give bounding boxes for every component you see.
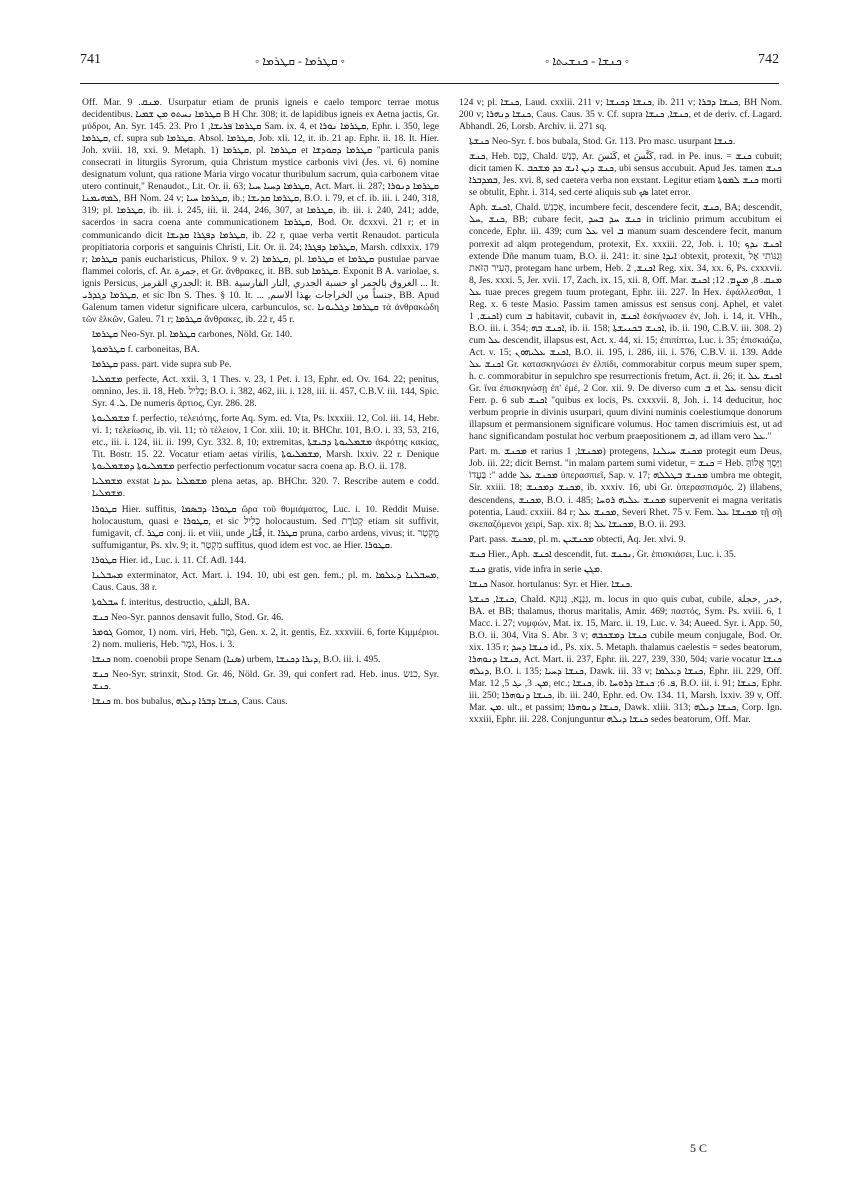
entry-paragraph: ܟܢܫܐ Nasor. hortulanus: Syr. et Hier. ܟܢܫܐ. [469, 578, 633, 590]
entry-paragraph: Part. pass. ܡܟܢܫ, pl. m. ܡܟܢܫܝܢ obtecti, Aq. Jer. xlvi. 9. [469, 533, 686, 545]
entry-paragraph: ܩܛܪܡܐ pass. part. vide supra sub Pe. [92, 358, 232, 370]
entry-paragraph: 124 v; pl. ܟܢܫܐ, Laud. cxxiii. 211 v; ܟܢܫܐ ܕܟܢܫܐ, ib. 211 v; ܟܢܫܐ ܕܒܪܐ, BH Nom. 200 v; ܟܢܫܐ ܕܢܗܪܐ, Caus. Caus. 35 v. Cf. supra ܟܢܫܐ, ܟܢܫܐ, et de deriv. cf. Lagard. Abhandl. 26, Lorsb. Archiv. ii. 271 sq. [459, 97, 782, 133]
entry-paragraph: ܩܛܪܡܘܬܐ f. carboneitas, BA. [92, 343, 200, 355]
entry-paragraph: ܡܫܡܠܝܘܬܐ f. perfectio, τελειότης, forte Aq. Sym. ed. Vta, Ps. lxxxiii. 12, Col. iii. 14, Hebr. vi. 1; τελείωσις, ib. vii. 11; τὸ τέλειον, 1 Cor. xiii. 10; it. BHChr. 101, B.O. i. 33, 53, 216, etc., iii. i. 124, iii. ii. 199, Cyr. 332. 8, 10; extremitas, ܡܫܡܠܝܘܬܐ ܕܒܝܫܬܐ ἀκρότης κακίας, Tit. Bostr. 15. 22. Vocatur etiam aetas virilis, ܡܫܡܠܝܘܬܐ, Marsh. lxxiv. 22 r. Denique ܡܫܡܠܝܘܬܐ ܕܡܫܡܠܝܘܬܐ perfectio perfectionum vocatur sacra coena ap. B.O. ii. 178. [92, 413, 439, 473]
entry-paragraph: ܟܢܫܬܐ Neo-Syr. f. bos bubala, Stod. Gr. 113. Pro masc. usurpant ܟܢܫܐ. [469, 136, 736, 148]
entry-paragraph: ܩܛܘܪܐ Hier. suffitus, ܩܛܘܪܐ ܕܒܣܡܐ ὥρα τοῦ θυμιάματος, Luc. i. 10. Reddit Muise. holocaustum, quasi e ܩܛܘܪܐ, et sic כָּלִיל holocaustum. Sed קְטֹרֶת etiam sit suffivit, fumigavit, cf. ܩܛܪ conj. ii. et viii, unde قُتَار, it. ܩܛܪܐ pruna, carbo ardens, vivus; it. מֻקְטָר suffumigantur, Ps. xlv. 9; it. מִקְטָר suffitus, quod idem est voc. ae Hier. ܩܛܘܪܐ. [92, 503, 439, 551]
entry-paragraph: ܡܚܒܠܢܐ exterminator, Act. Mart. i. 194. 10, ubi est gen. fem.; pl. m. ܡܚܒܠܢܐ ܕܥܠܡܐ, Caus. Caus. 38 r. [92, 569, 439, 593]
page-number-right: 742 [758, 52, 779, 67]
entry-paragraph: ܟܢܫܐ m. bos bubalus, ܟܢܫܐ ܕܒܪܐ ܕܝܠܗ, Caus. Caus. [92, 696, 288, 708]
entry-paragraph: ܟܢܫܐ nom. coenobii prope Senam (ܣܢܐ) urbem, ܕܝܪܐ ܕܟܢܫܐ, B.O. iii. i. 495. [92, 654, 381, 666]
left-column [82, 97, 439, 1162]
entry-paragraph: ܡܫܡܠܝܐ perfecte, Act. xxii. 3, 1 Thes. v. 23, 1 Pet. i. 13, Ephr. ed. Ov. 164. 22; penitus, omnino, Jes. ii. 18, Heb. כָּלִיל; B.O. i. 382, 462, iii. i. 128, iii. ii. 457, C.B.V. iii. 144, Spic. Syr. ܠ. 4. De numeris ἄρτιος, Cyr. 286. 28. [92, 374, 439, 410]
entry-paragraph: Part. m. ܡܟܢܫ et rarius ܡܟܢܫܐ, 1) protegens, ܡܟܢܫ ܚܝܠܢܐ protegit eum Deus, Job. iii. 22; dicit Bernst. "in malam partem sumi videtur, = ܟܢܫ = Heb. וַיָּסֶךְ אֱלוֹהַּ בַּעֲדוֹ :" adde ܡܟܢܫ ܥܠ ὑπερασπιεῖ, Sap. v. 17; ܡܟܢܫ ܒܛܠܠܗ umbra me obtegit, Sir. xxiii. 18; ܡܟܢܫ ܕܡܟܢܫ, ib. xxxiv. 16, ubi Gr. ὑπερασπισμός. 2) illabens, descendens, ܡܟܢܫ, B.O. i. 485; ܡܟܢܫ ܥܠܝܗ ܪܘܚܐ supervenit ei magna veritatis potentia, Laud. cxxiii. 84 r; ܡܟܢܫ ܥܠ, Severi Rhet. 75 v. Fem. ܡܟܢܫܐ ܥܠ τῇ σῇ σκεπαζόμενοι χειρί, Sap. xix. 8; ܡܟܢܫܐ ܥܠ, B.O. ii. 293. [469, 446, 782, 530]
signature-mark: 5 C [690, 1141, 708, 1155]
entry-paragraph: ܡܫܡܠܝܐ exstat ܡܫܡܠܝܐ ܥܕܢܐ plena aetas, ap. BHChr. 320. 7. Rescribe autem e codd. ܡܫܡܠܝܐ. [92, 476, 439, 500]
entry-paragraph: ܩܛܘܪܐ Hier. id., Luc. i. 11. Cf. Adl. 144. [92, 554, 247, 566]
running-head-right: ◦ ܟܢܫܐ - ܟܢܫܝܬܐ ◦ [545, 54, 630, 68]
page-header [80, 52, 779, 76]
entry-paragraph: ܟܢܫ Hier., Aph. ܐܟܢܫ descendit, fut. ܢܟܢܫ, Gr. ἐπισκιάσει, Luc. i. 35. [469, 548, 737, 560]
page-number-left: 741 [80, 52, 101, 67]
entry-paragraph: ܟܢܫ Neo-Syr. pannos densavit fullo, Stod. Gr. 46. [92, 611, 284, 623]
entry-paragraph: ܓܘܡܪ Gomor, 1) nom. viri, Heb. גֹּמֶר, Gen. x. 2, it. gentis, Ez. xxxviii. 6, forte Κιμμέριοι. 2) nom. mulieris, Heb. גֹּמֶר, Hos. i. 3. [92, 626, 439, 650]
entry-paragraph: Aph. ܐܟܢܫ, Chald. אַכְנֵשׁ, incumbere fecit, descendere fecit, ܟܢܫ, BA; descendit, ܟܢܫ ,ܚܠ, BB; cubare fecit, ܟܢܫ ܚܕ ܒܚܕ in triclinio primum accubitum ei concede, Ephr. iii. 439; cum ܥܠ vel ܒ manum suam descendere fecit, manum porrexit ad alqm protegendum, protexit, Ex. xxxiii. 22, Job. i. 10; ܐܟܢܫ ܝܕܟ extende Dñe manum tuam, B.O. ii. 241: it. sine ܐܝܕܐ obtexit, protexit, וְגַנּוֹתִי אֶל הָעִיר הַזֹּאת, protegam hanc urbem, Heb. ܐܟܢܫ, 2 Reg. xix. 34, xx. 6, Ps. cxxxvii. 8, Jes. xxxi. 5, Jer. xvii. 17, Zach. ix. 15, xii. 8, Off. Mar. ܡܢܩ. 8, ܡܨܡ. 12; ܐܟܢܫ ܥܠ tuae preces gregem tuum protegant, Ephr. iii. 227. In Hex. ἐφάλλεσθαι, 1 Reg. x. 6 teste Masio. Passim tamen amissus est sensus conj. Aphel, et valet ܐܟܢܫ, 1) cum ܒ habitavit, cubavit in, ܐܟܢܫ ἐσκήνωσεν ἐν, Joh. i. 14, it. VHh., B.O. iii. i. 354; ܐܟܢܫ ܒܗ, ib. ii. 158; ܐܟܢܫ ܒܟܢܝܫܬܐ, ib. ii. 190, C.B.V. iii. 308. 2) cum ܥܠ descendit, illapsus est, Act. x. 44, xi. 15; ἐπιπίπτω, Luc. i. 35; ἐπισκιάζω, Act. v. 15; ܐܟܢܫ ܥܠܝܗܘܢ, B.O. ii. 195, i. 286, iii. i. 576, C.B.V. ii. 139. Adde ܐܟܢܫ ܥܠ Gr. κατασκηνώσει ἐν ἐλπίδι, commorabitur corpus meum super spem, h. c. commorabitur in sepulchro spe resurrectionis fretum, Act. ii. 26; it. ܐܟܢܫ ܥܠ Gr. ἵνα ἐπισκηνώσῃ ἐπ' ἐμέ, 2 Cor. xii. 9. De diverso cum ܒ et ܥܠ sensu dicit Ferr. p. 6 sub ܐܟܢܫ "quibus ex locis, Ps. cxxxvii. 8, Joh. i. 14 deducitur, hoc verbum proprie in divinis usurpari, quum divini numinis coelestiumque donorum illapsum et permansionem significare volumus. Hoc tamen discrimiuis est, ut ad hanc significandam postulat hoc verbum praepositionem ܒ, ad illam vero ܥܠ." [469, 202, 782, 443]
entry-paragraph: ܟܢܫ gratis, vide infra in serie ܡܓܢ. [469, 563, 603, 575]
entry-paragraph: ܚܒܠܘܬܐ f. interitus, destructio, التلف, BA. [92, 596, 250, 608]
entry-paragraph: Off. Mar. ܡܢܩ. 9. Usurpatur etiam de prunis igneis e caelo temporc terrae motus decidentibus. ܩܛܪܡܐ ܢܚܬܘ ܡܢ ܫܡܝܐ B H Chr. 308; it. de lapidibus igneis ex Aetna jactis, Gr. μύδροι, An. Syr. 145. 23. Pro ܩܛܪܡܐ ܦܪܝܫܐ, 1 Sam. ix. 4, et ܩܛܪܡܐ ܢܘܪܐ, Ephr. i. 350, lege ܩܛܪܡܐ, cf. supra sub ܩܛܪܡܐ. Absol. ܩܛܪܡܐ, Job. xli. 12, it. ib. 21 ap. Ephr. ii. 18. It. Hier. Joh. xviii. 18, xxi. 9. Metaph. 1) ܩܛܪܡܐ, pl. ܩܛܪܡܐ et ܩܛܪܡܐ ܕܩܘܕܫܐ "particula panis consecrati in liturgiis Syrorum, quia Christum mystice carbonis vivi (Jes. vi. 6) nomine designatum volunt, qua ratione Maria virgo vocatur thuribulum sacrum, quia carbonem vitae utero continuit," Renaudot., Lit. Or. ii. 63; ܩܛܪܡܐ ܕܚܝܐ ܚܝܐ, Act. Mart. ii. 287; ܩܛܪܡܐ ܕܢܘܪܐ ܠܡܗܝܡܢܐ, BH Nom. 24 v; ܩܛܪܡܐ ܚܝܐ, ib.; ܩܛܪܡܐ ܩܕܝܫܐ, B.O. i. 79, et cf. ib. iii. i. 240, 318, 319; pl. ܩܛܪܡܐ, ib. iii. i. 245, iii. ii. 244, 246, 307, at ܩܛܪܡܐ, ib. iii. i. 240, 241; adde, sacerdos in sacra coena ante communicationem ܩܛܪܡܐ, Bod. Or. dcxxvi. 21 r; et in communicando dicit ܩܛܪܡܐ ܕܦܓܪܐ ܩܕܝܫܐ, ib. 22 r, quae verba vertit Renaudot. particula propitiatoria corporis et sanguinis Christi, Lit. Or. ii. 24; ܩܛܪܡܐ ܕܦܓܪܐ, Marsh. cdlxxix. 179 r; ܩܛܪܡܐ panis eucharisticus, Philox. 9 v. 2) ܩܛܪܡܐ, pl. ܩܛܪܡܐ et ܩܛܪܡܐ pustulae parvae flammei coloris, cf. Ar. جمرة, et Gr. ἄνθρακες, it. BB. sub ܩܛܪܡܐ. Exponit B A. variolae, s. ignis Persicus, الجدري القرمز: it. BB. العروق بالجمر او حسبة الجدري ,النار الفارسية ... It. ܩܛܪܡܐ ܕܓܕܪܝ, et sic Ibn S. Thes. § 10. It. ... ,جنساً من الخراجات بهذا الاسم, BB. Apud Galenum tamen videtur significare ulcera, carbunculos, sc. ܩܛܪܡܐ ܕܓܠܝܘܢܐ τὰ ἀνθρακώδη τῶν ἑλκῶν, Galeu. 71 r; ܩܛܪܡܐ ἄνθρακες, ib. 22 r, 45 r. [82, 97, 439, 325]
header-rule [80, 83, 779, 84]
running-head-left: ◦ ܩܛܪܡܐ - ܩܛܪܡܐ ◦ [255, 54, 345, 68]
entry-paragraph: ܟܢܫܐ, ܟܢܫܬܐ, Chald. גְּנָנָא, גְּנוּנָא, m. locus in quo quis cubat, cubile, خدر ,حجلة, BA. et BB; thalamus, thorus maritalis, Amir. 469; παστός, Sym. Ps. xviii. 6, 1 Macc. i. 27; νυμφών, Mat. ix. 15, Marc. ii. 19, Luc. v. 34; Aueed. Syr. i. App. 50, B.O. ii. 304, Vita S. Abr. 3 v; ܟܢܫܐ ܕܡܫܟܒܗ cubile meum conjugale, Bod. Or. xix. 135 r; ܟܢܫܐ ܕܚܕ id., Ps. xix. 5. Metaph. thalamus caelestis = sedes beatorum, ܟܢܫܐ ܕܢܘܗܪܐ, Act. Mart. ii. 237, Ephr. iii. 227, 239, 330, 504; varie vocatur ܟܢܫܐ ܕܝܠܗ, B.O. i. 135; ܟܢܫܐ ܕܚܝܐ, Dawk. iii. 33 v; ܟܢܫܐ ܕܥܠܡܐ, Ephr. iii. 229, Off. Mar. ܡܢ. 3, ܝܓ 5, 12, etc.; ܟܢܫܐ, ib. ܦ. 6; ܟܢܫܐ ܕܪܘܚܐ, B.O. iii. i. 91; ܟܢܫܐ, Ephr. iii. 250; ܟܢܫܐ ܕܢܘܗܪܐ, ib. iii. 240, Ephr. ed. Ov. 134. 11, Marsh. lxxiv. 39 v, Off. Mar. ܡܢ. ult., et passim; ܟܢܫܐ ܕܢܘܗܪܐ, Dawk. xliii. 313; ܟܢܫܐ ܕܝܠܗ, Corp. Ign. xxxiii, Ephr. iii. 228. Conjunguntur ܟܢܫܐ ܕܝܠܗ sedes beatorum, Off. Mar. [469, 593, 782, 726]
entry-paragraph: ܩܛܪܡܐ Neo-Syr. pl. ܩܛܪܡܐ carbones, Nöld. Gr. 140. [92, 328, 293, 340]
entry-paragraph: ܟܢܫ, Heb. כָּנַס, Chald. כְּנַשׁ, Ar. كَنَسَ, et كَنَّسَ, rad. in Pe. inus. = ܟܢܫ cubuit; dicit tamen K. ܟܢܫ ܕܝܢ ܐܢܫ ܟܕ ܡܫܟܒ, ubi sensus accubuit. Apud Jes. tamen ܟܢܫ ܒܡܕܒܪܐ, Jes. xvi. 8, sed caetera verba non exstant. Legitur etiam ܟܢܫ ܠܡܘܬܐ morti se obtulit, Ephr. i. 314, sed certe aliquis sub ܣܟ latet error. [469, 151, 782, 199]
entry-paragraph: ܟܢܫ Neo-Syr. strinxit, Stod. Gr. 46, Nöld. Gr. 39, qui confert rad. Heb. inus. כנש, Syr. ܟܢܫ. [92, 669, 439, 693]
right-column [459, 97, 782, 1137]
